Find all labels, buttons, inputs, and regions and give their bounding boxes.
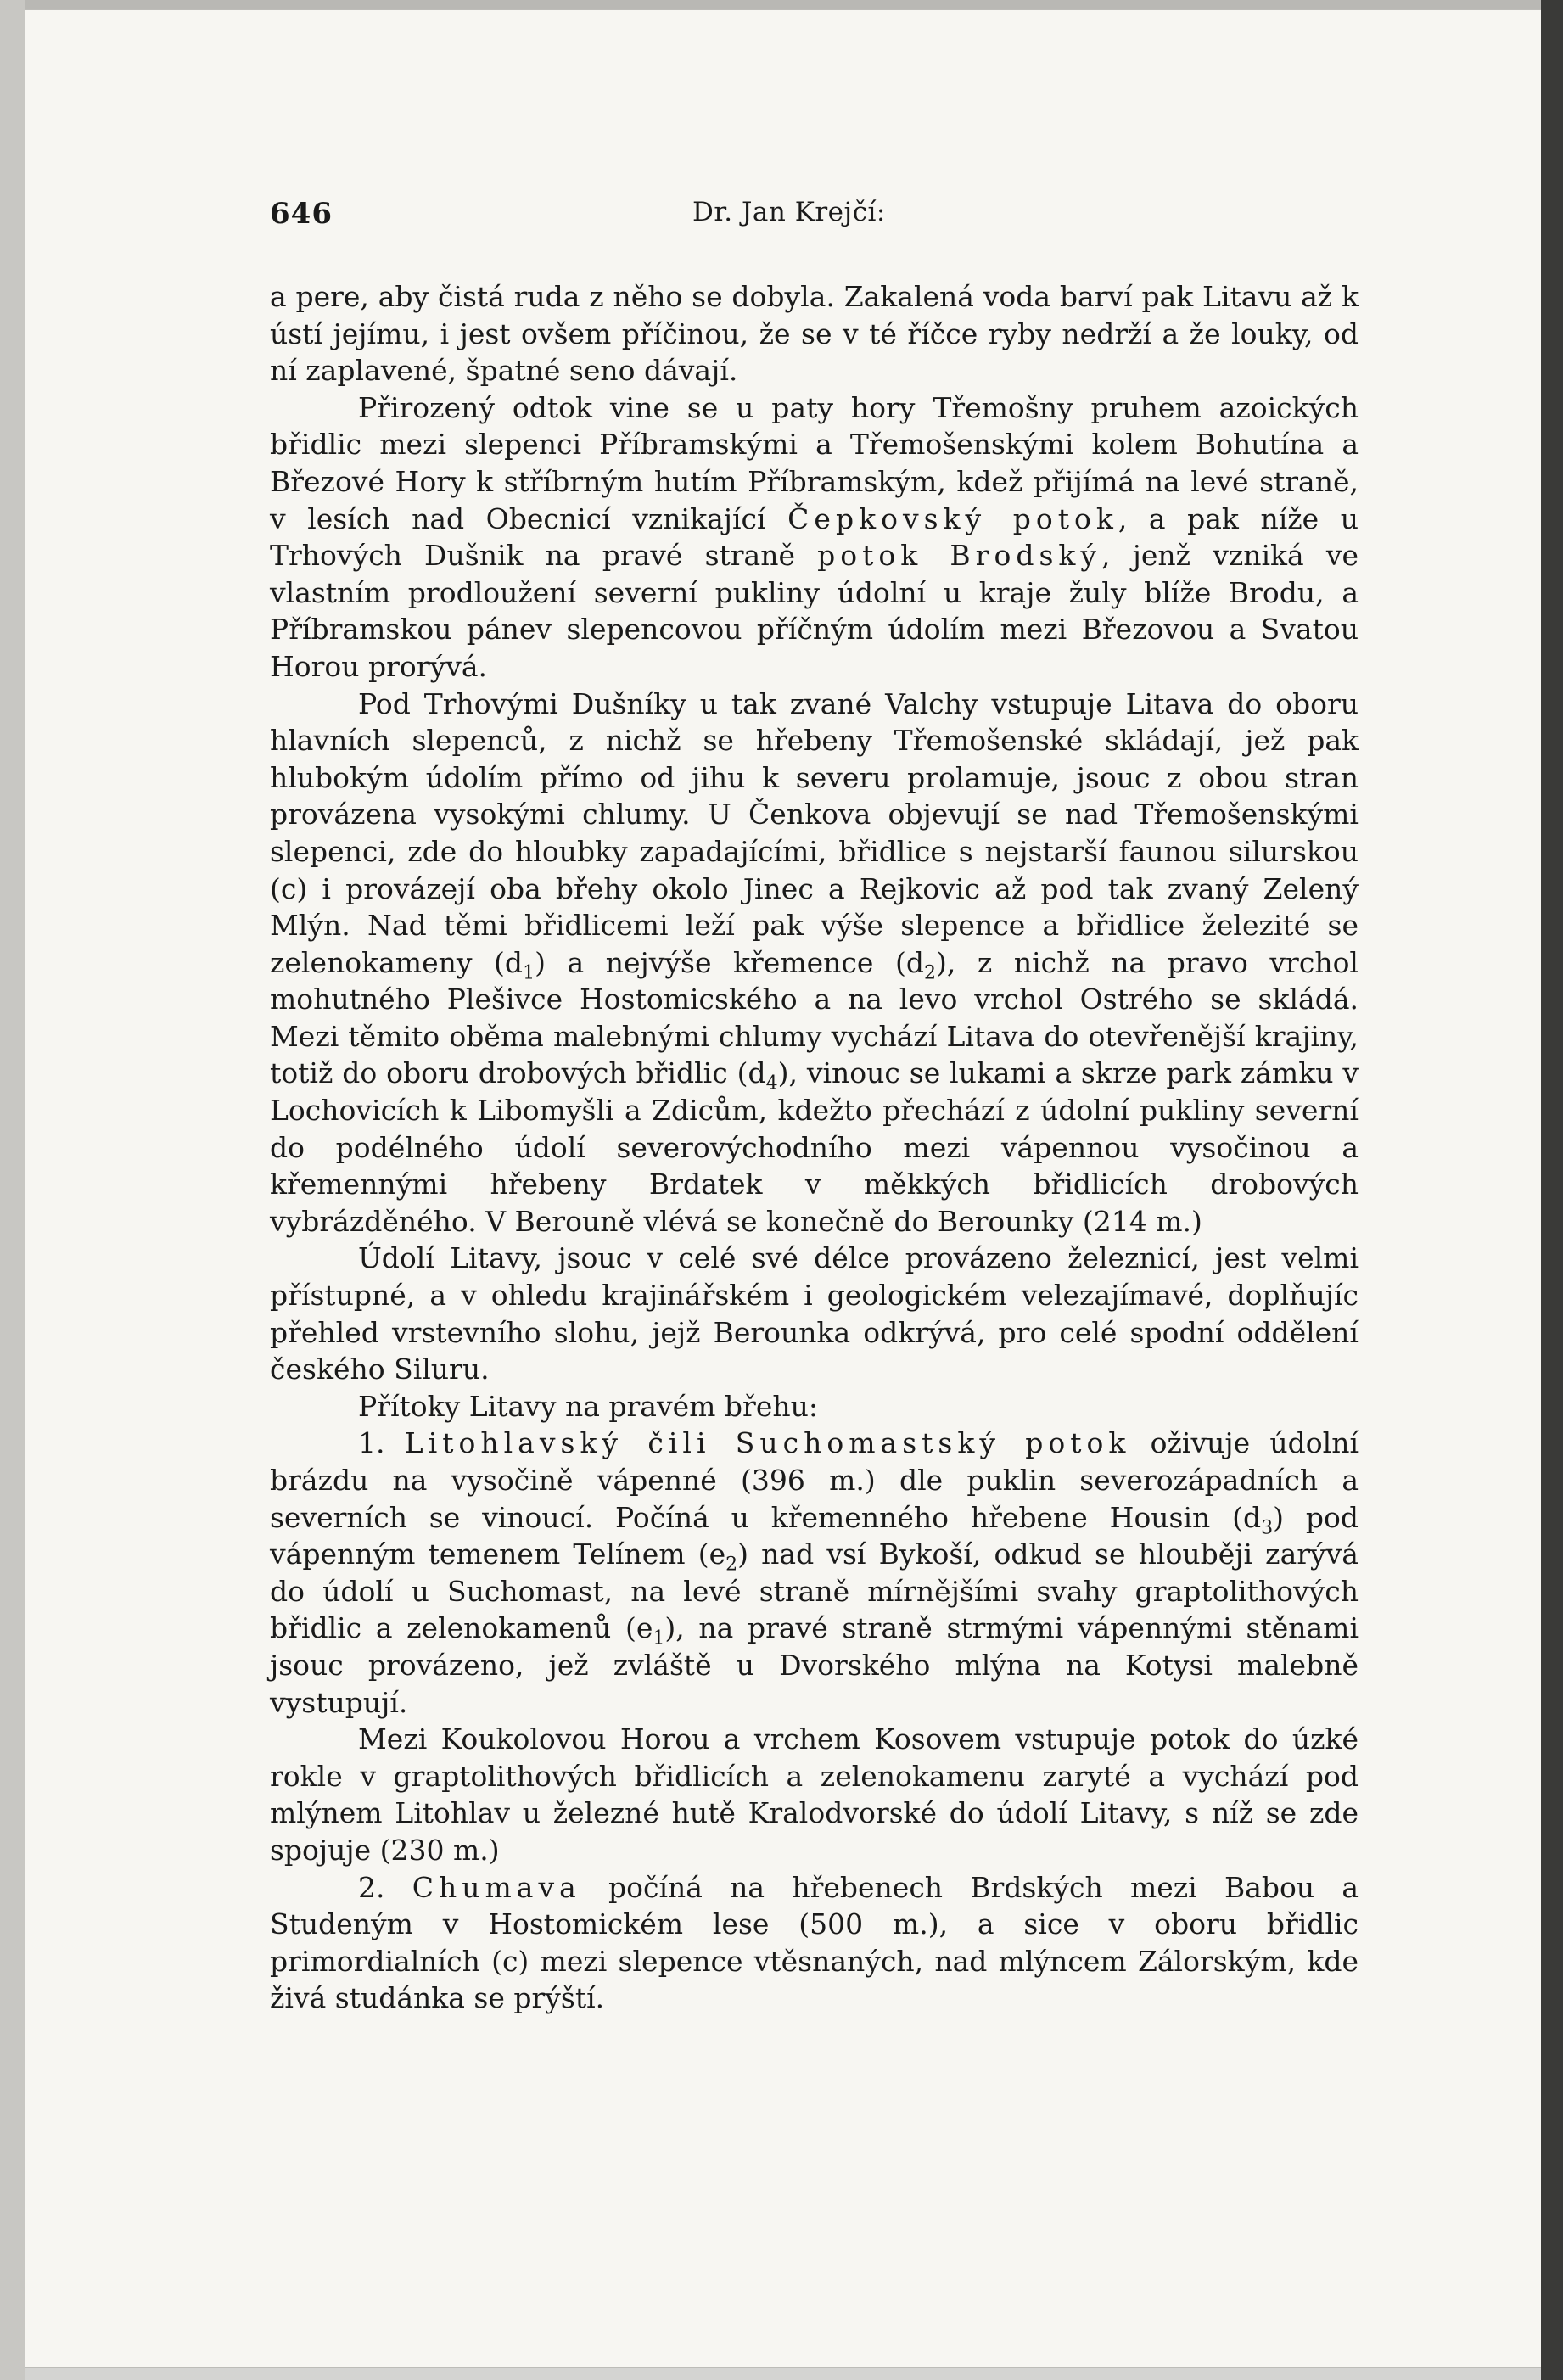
subscript-d2: 2 xyxy=(923,962,936,984)
stream-name-brodsky: potok Brodský xyxy=(817,539,1102,573)
paragraph-3-text-a: Pod Trhovými Dušníky u tak zvané Valchy vstupuje Litava do oboru hlavních slepenců, z nichž se hřebeny Třemošenské skládají, jež pak hlubokým údolím přímo od jihu k severu prolamuje, jsouc z obou stran provázena vysokými chlumy. U Čenkova objevují se nad Třemošenskými slepenci, zde do hloubky zapadajícími, břidlice s nejstarší faunou silurskou (c) i provázejí oba břehy okolo Jinec a Rejkovic až pod tak zvaný Zelený Mlýn. Nad těmi břidlicemi leží pak výše slepence a břidlice železité se zelenokameny (d xyxy=(270,686,1359,979)
subscript-e1: 1 xyxy=(653,1627,665,1649)
stream-name-cepkovsky: Čepkovský potok xyxy=(787,501,1118,535)
paragraph-3-text-c: ), z nichž na pravo vrchol mohutného Plešivce Hostomicského a na levo vrchol Ostrého se skládá. Mezi těmito oběma malebnými chlumy vychází Litava do otevřenější krajiny, totiž do oboru drobových břidlic (d xyxy=(270,945,1359,1090)
item-number-2: 2. xyxy=(358,1870,385,1904)
paragraph-6-text-c: oživuje údolní brázdu na vysočině vápenné (396 m.) dle puklin severozápadních a severních se vinoucí. Počíná u křemenného hřebene Housin (d xyxy=(270,1426,1359,1534)
paragraph-6-text-f: ), na pravé straně strmými vápennými stěnami jsouc provázeno, jež zvláště u Dvorského mlýna na Kotysi malebně vystupují. xyxy=(270,1611,1359,1719)
item-number-1: 1. xyxy=(358,1426,385,1460)
subscript-d4: 4 xyxy=(765,1073,778,1095)
paragraph-2-text-a: Přirozený odtok vine se u paty hory Třemošny pruhem azoických břidlic mezi slepenci Příbramskými a Třemošenskými kolem Bohutína a Březové Hory k stříbrným hutím Příbramským, kdež přijímá na levé straně, v lesích nad Obecnicí vznikající xyxy=(270,390,1359,535)
subscript-d3: 3 xyxy=(1261,1517,1274,1539)
paragraph-6 xyxy=(270,1425,1359,1721)
paragraph-4-text: Údolí Litavy, jsouc v celé své délce provázeno železnicí, jest velmi přístupné, a v ohledu krajinářském i geologickém velezajímavé, doplňujíc přehled vrstevního slohu, jejž Berounka odkrývá, pro celé spodní oddělení českého Siluru. xyxy=(270,1241,1359,1386)
page-number: 646 xyxy=(270,197,333,231)
running-head xyxy=(270,197,1359,238)
paragraph-2-text-e: , jenž vzniká ve vlastním prodloužení severní pukliny údolní u kraje žuly blíže Brodu, a Příbramskou pánev slepencovou příčným údolím mezi Březovou a Svatou Horou prorývá. xyxy=(270,539,1359,683)
paragraph-7-text: Mezi Koukolovou Horou a vrchem Kosovem vstupuje potok do úzké rokle v graptolithových břidlicích a zelenokamenu zaryté a vychází pod mlýnem Litohlav u železné hutě Kralodvorské do údolí Litavy, s níž se zde spojuje (230 m.) xyxy=(270,1722,1359,1867)
paragraph-5-text: Přítoky Litavy na pravém břehu: xyxy=(358,1389,818,1423)
stream-name-litohlavsky: Litohlavský čili Suchomastský potok xyxy=(404,1426,1131,1460)
subscript-e2: 2 xyxy=(725,1554,738,1576)
page-edge-left xyxy=(0,0,25,2380)
paragraph-8-text-c: počíná na hřebenech Brdských mezi Babou a Studeným v Hostomickém lese (500 m.), a sice v oboru břidlic primordialních (c) mezi slepence vtěsnaných, nad mlýncem Zálorským, kde živá studánka se prýští. xyxy=(270,1870,1359,2015)
paragraph-3-text-d: ), vinouc se lukami a skrze park zámku v Lochovicích k Libomyšli a Zdicům, kdežto přechází z údolní pukliny severní do podélného údolí severovýchodního mezi vápennou vysočinou a křemennými hřebeny Brdatek v měkkých břidlicích drobových vybrázděného. V Berouně vlévá se konečně do Berounky (214 m.) xyxy=(270,1056,1359,1238)
subscript-d1: 1 xyxy=(523,962,535,984)
paragraph-3-text-b: ) a nejvýše křemence (d xyxy=(535,945,924,979)
paragraph-6-text-d: ) pod vápenným temenem Telínem (e xyxy=(270,1500,1359,1571)
page-edge-right xyxy=(1541,0,1563,2380)
paragraph-3 xyxy=(270,686,1359,1240)
paragraph-1 xyxy=(270,278,1359,389)
paragraph-4 xyxy=(270,1240,1359,1387)
paragraph-5 xyxy=(270,1388,1359,1425)
paragraph-2 xyxy=(270,389,1359,686)
page-edge-top xyxy=(25,0,1541,10)
paragraph-6-text-e: ) nad vsí Bykoší, odkud se hlouběji zarývá do údolí u Suchomast, na levé straně mírnějšími svahy graptolithových břidlic a zelenokamenů (e xyxy=(270,1537,1359,1645)
stream-name-chumava: Chumava xyxy=(412,1870,581,1904)
paragraph-1-text: a pere, aby čistá ruda z něho se dobyla. Zakalená voda barví pak Litavu až k ústí jejímu, i jest ovšem příčinou, že se v té říčce ryby nedrží a že louky, od ní zaplavené, špatné seno dávají. xyxy=(270,280,1359,388)
running-title: Dr. Jan Krejčí: xyxy=(692,197,886,227)
paragraph-8 xyxy=(270,1869,1359,2017)
paragraph-7 xyxy=(270,1721,1359,1868)
paragraph-2-text-c: , a pak níže u Trhových Dušnik na pravé straně xyxy=(270,501,1359,573)
body-text xyxy=(270,278,1359,2017)
